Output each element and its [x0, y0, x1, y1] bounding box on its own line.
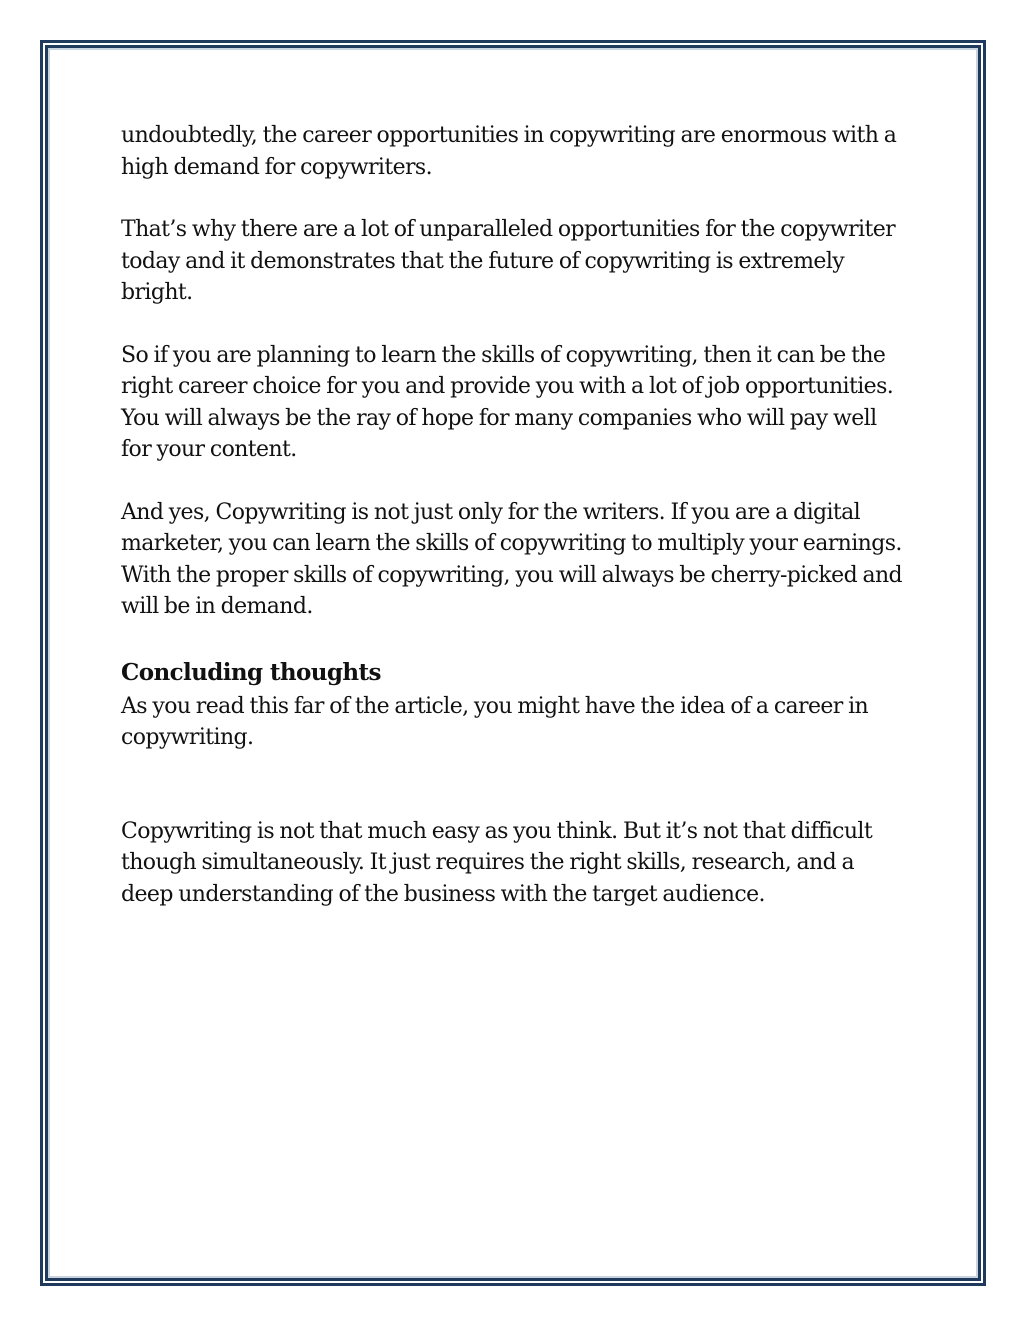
- paragraph-copywriting-difficulty: Copywriting is not that much easy as you think. But it’s not that difficult though simultaneously. It just requires the right skills, research, and a deep understanding of the business with the target audience.: [121, 818, 873, 907]
- paragraph-digital-marketer: And yes, Copywriting is not just only for the writers. If you are a digital marketer, you can learn the skills of copywriting to multiply your earnings. With the proper skills of copywriting, you will always be cherry-picked and will be in demand.: [121, 499, 903, 619]
- paragraph-career-choice: So if you are planning to learn the skills of copywriting, then it can be the right career choice for you and provide you with a lot of job opportunities. You will always be the ray of hope for many companies who will pay well for your content.: [121, 342, 894, 462]
- paragraph-article-summary: As you read this far of the article, you might have the idea of a career in copywriting.: [121, 693, 869, 750]
- paragraph-unparalleled-opportunities: That’s why there are a lot of unparalleled opportunities for the copywriter today and it demonstrates that the future of copywriting is extremely bright.: [121, 217, 896, 305]
- document-body: [121, 120, 911, 910]
- section-heading: Concluding thoughts: [121, 658, 381, 686]
- paragraph-career-opportunities: undoubtedly, the career opportunities in copywriting are enormous with a high demand for copywriters.: [121, 123, 897, 180]
